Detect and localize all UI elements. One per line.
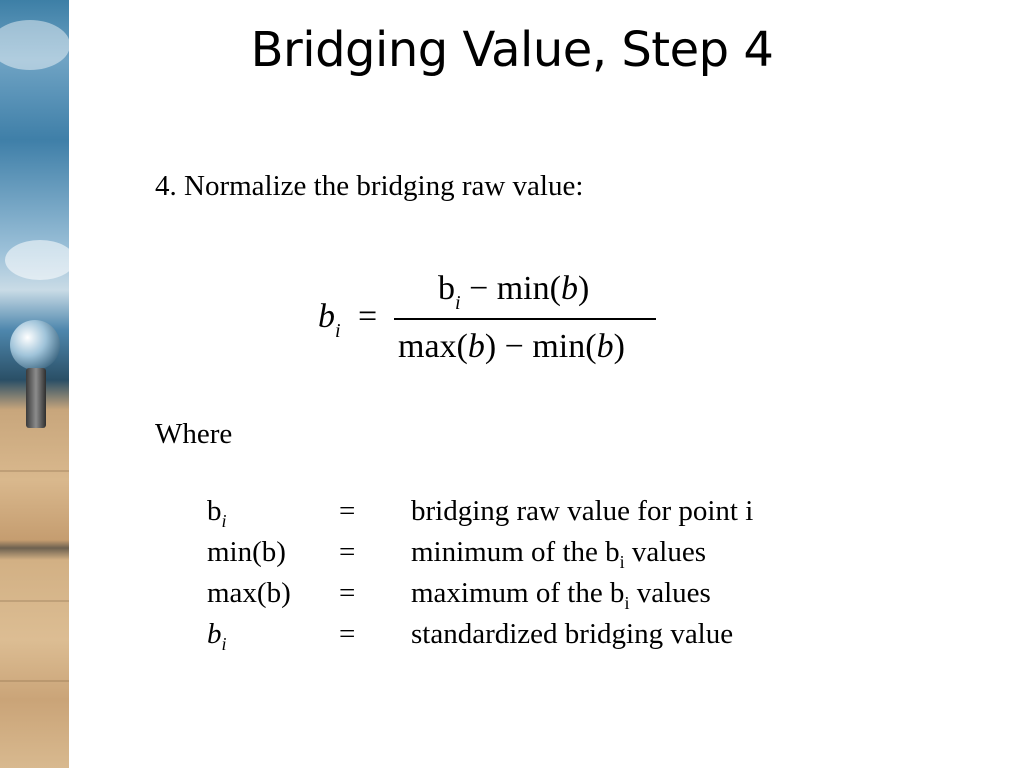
fraction-bar	[394, 318, 656, 320]
definition-text: minimum of the $b_i$ values	[411, 536, 706, 572]
definition-text: standardized bridging value	[411, 618, 734, 650]
where-label: Where	[155, 418, 233, 450]
step-text: 4. Normalize the bridging raw value:	[155, 170, 584, 202]
formula-numerator: $b_i - \min(b)$	[438, 270, 590, 314]
cloud-shape	[5, 240, 69, 280]
slide-title: Bridging Value, Step 4	[250, 22, 774, 78]
definition-equals: =	[339, 536, 356, 568]
dune-line	[0, 680, 69, 682]
formula-lhs: $b_i$	[318, 298, 341, 342]
side-decorative-image	[0, 0, 69, 768]
definition-symbol: max(b)	[207, 577, 291, 609]
definition-text: bridging raw value for point i	[411, 495, 754, 527]
lightbulb-base	[26, 368, 46, 428]
formula-equals: =	[358, 298, 378, 335]
definition-text: maximum of the $b_i$ values	[411, 577, 711, 613]
lightbulb-icon	[10, 320, 60, 370]
dune-line	[0, 600, 69, 602]
definition-symbol: min(b)	[207, 536, 286, 568]
definition-equals: =	[339, 495, 356, 527]
definition-symbol: $b_i$	[207, 618, 227, 654]
formula-denominator: max(b) − min(b)	[398, 328, 625, 365]
definition-symbol: $b_i$	[207, 495, 227, 531]
definition-equals: =	[339, 618, 356, 650]
definition-equals: =	[339, 577, 356, 609]
dune-line	[0, 470, 69, 472]
